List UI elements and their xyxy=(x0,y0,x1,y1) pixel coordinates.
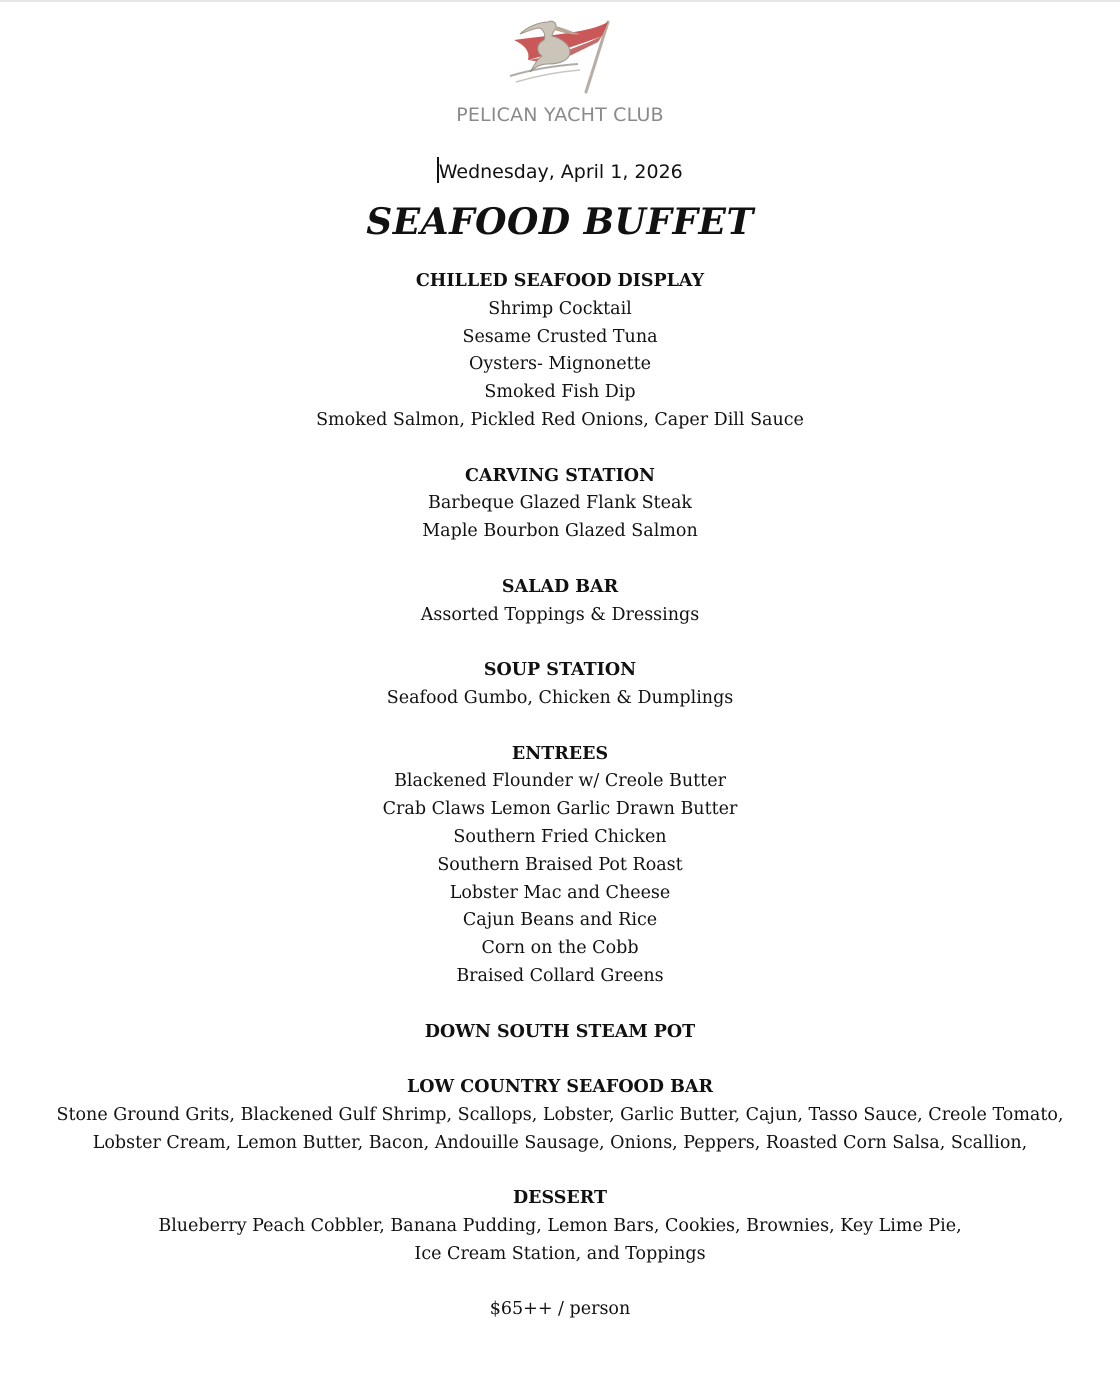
price-line[interactable]: $65++ / person xyxy=(489,1299,631,1320)
menu-item[interactable]: Oysters- Mignonette xyxy=(469,354,651,375)
menu-section xyxy=(0,574,1120,630)
menu-item[interactable]: Cajun Beans and Rice xyxy=(462,910,658,931)
club-logo xyxy=(0,14,1120,98)
date-text[interactable]: Wednesday, April 1, 2026 xyxy=(438,161,683,183)
menu-section xyxy=(0,1185,1120,1268)
menu-item[interactable]: Lobster Cream, Lemon Butter, Bacon, Andouille Sausage, Onions, Peppers, Roasted Corn Salsa, Scallion, xyxy=(92,1132,1028,1153)
pelican-flag-logo-icon xyxy=(490,14,630,98)
menu-item[interactable]: Braised Collard Greens xyxy=(456,965,664,986)
page-top-border xyxy=(0,0,1120,2)
menu-item[interactable]: Blueberry Peach Cobbler, Banana Pudding, Lemon Bars, Cookies, Brownies, Key Lime Pie, xyxy=(158,1216,962,1237)
menu-item[interactable]: Corn on the Cobb xyxy=(481,938,639,959)
section-heading[interactable]: ENTREES xyxy=(511,743,609,764)
menu-section xyxy=(0,741,1120,991)
menu-item[interactable]: Barbeque Glazed Flank Steak xyxy=(428,493,692,514)
date-line[interactable] xyxy=(0,157,1120,183)
menu-section xyxy=(0,1019,1120,1047)
menu-section xyxy=(0,463,1120,546)
menu-item[interactable]: Seafood Gumbo, Chicken & Dumplings xyxy=(386,687,734,708)
section-heading[interactable]: DESSERT xyxy=(512,1188,607,1209)
menu-item[interactable]: Smoked Salmon, Pickled Red Onions, Caper Dill Sauce xyxy=(316,409,804,430)
menu-item[interactable]: Blackened Flounder w/ Creole Butter xyxy=(394,771,726,792)
section-heading[interactable]: CHILLED SEAFOOD DISPLAY xyxy=(415,271,705,291)
menu-item[interactable]: Southern Fried Chicken xyxy=(453,826,667,847)
menu-content[interactable] xyxy=(0,268,1120,1324)
menu-section xyxy=(0,1074,1120,1157)
section-heading[interactable]: LOW COUNTRY SEAFOOD BAR xyxy=(407,1077,713,1098)
menu-item[interactable]: Ice Cream Station, and Toppings xyxy=(414,1243,706,1264)
menu-item[interactable]: Stone Ground Grits, Blackened Gulf Shrimp, Scallops, Lobster, Garlic Butter, Cajun, Tasso Sauce, Creole Tomato, xyxy=(56,1104,1064,1125)
menu-title[interactable]: SEAFOOD BUFFET xyxy=(366,201,754,243)
section-heading[interactable]: SOUP STATION xyxy=(483,660,637,681)
menu-item[interactable]: Crab Claws Lemon Garlic Drawn Butter xyxy=(382,799,738,820)
menu-item[interactable]: Sesame Crusted Tuna xyxy=(462,326,658,347)
menu-item[interactable]: Southern Braised Pot Roast xyxy=(437,854,683,875)
menu-item[interactable]: Shrimp Cocktail xyxy=(488,298,632,319)
menu-item[interactable]: Assorted Toppings & Dressings xyxy=(420,604,700,625)
menu-item[interactable]: Lobster Mac and Cheese xyxy=(449,882,671,903)
menu-item[interactable]: Maple Bourbon Glazed Salmon xyxy=(422,521,698,542)
menu-section xyxy=(0,268,1120,435)
section-heading[interactable]: CARVING STATION xyxy=(465,465,655,486)
menu-section xyxy=(0,657,1120,713)
section-heading[interactable]: DOWN SOUTH STEAM POT xyxy=(424,1021,696,1042)
club-name: PELICAN YACHT CLUB xyxy=(456,104,664,126)
section-heading[interactable]: SALAD BAR xyxy=(501,576,619,597)
menu-item[interactable]: Smoked Fish Dip xyxy=(484,382,636,403)
